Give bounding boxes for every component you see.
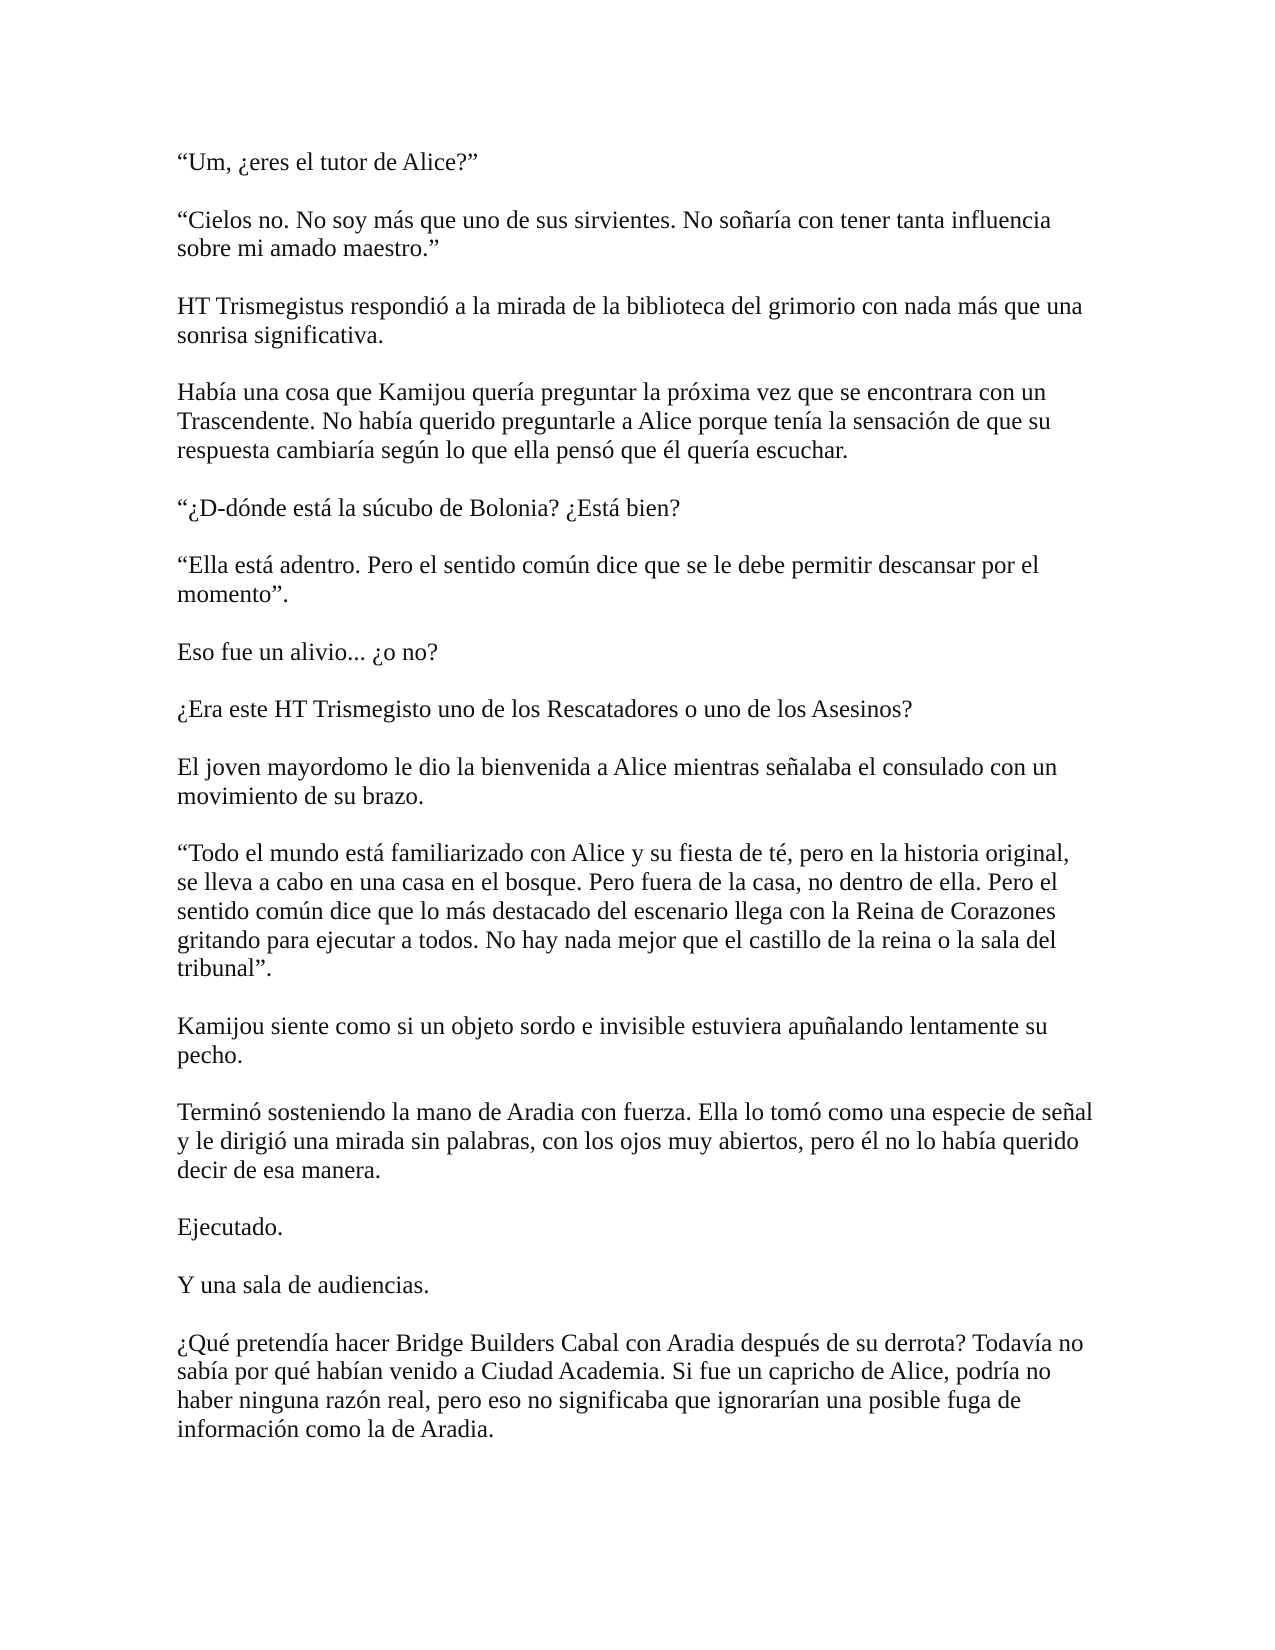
text-line: tribunal”. [177,955,273,983]
text-line: Eso fue un alivio... ¿o no? [177,638,439,666]
text-line: respuesta cambiaría según lo que ella pensó que él quería escuchar. [177,436,849,464]
text-line: haber ninguna razón real, pero eso no significaba que ignorarían una posible fuga de [177,1387,1022,1415]
paragraph [177,1272,1107,1301]
text-line: “¿D-dónde está la súcubo de Bolonia? ¿Está bien? [177,494,681,522]
paragraph [177,840,1107,984]
text-line: sabía por qué habían venido a Ciudad Academia. Si fue un capricho de Alice, podría no [177,1358,1052,1386]
document-page [177,149,1107,1474]
text-line: Y una sala de audiencias. [177,1272,430,1300]
text-line: Ejecutado. [177,1214,284,1242]
text-line: gritando para ejecutar a todos. No hay nada mejor que el castillo de la reina o la sala del [177,926,1057,954]
paragraph [177,1330,1107,1445]
text-line: movimiento de su brazo. [177,782,425,810]
paragraph [177,696,1107,725]
text-line: ¿Era este HT Trismegisto uno de los Rescatadores o uno de los Asesinos? [177,696,913,724]
text-line: HT Trismegistus respondió a la mirada de la biblioteca del grimorio con nada más que una [177,292,1083,320]
paragraph [177,754,1107,812]
paragraph [177,1013,1107,1071]
paragraph [177,293,1107,351]
text-line: “Um, ¿eres el tutor de Alice?” [177,149,479,176]
text-line: Kamijou siente como si un objeto sordo e invisible estuviera apuñalando lentamente su [177,1012,1048,1040]
paragraph [177,495,1107,524]
paragraph [177,1099,1107,1185]
text-line: información como la de Aradia. [177,1416,495,1444]
text-line: Había una cosa que Kamijou quería preguntar la próxima vez que se encontrara con un [177,379,1047,407]
paragraph [177,207,1107,265]
text-line: decir de esa manera. [177,1156,382,1184]
text-line: Trascendente. No había querido preguntarle a Alice porque tenía la sensación de que su [177,408,1051,436]
text-line: se lleva a cabo en una casa en el bosque. Pero fuera de la casa, no dentro de ella. Pero el [177,868,1058,896]
text-line: Terminó sosteniendo la mano de Aradia con fuerza. Ella lo tomó como una especie de señal [177,1099,1093,1127]
paragraph [177,552,1107,610]
text-line: “Ella está adentro. Pero el sentido común dice que se le debe permitir descansar por el [177,552,1040,580]
text-line: El joven mayordomo le dio la bienvenida a Alice mientras señalaba el consulado con un [177,753,1058,781]
text-line: sobre mi amado maestro.” [177,235,440,263]
paragraph [177,149,1107,178]
text-line: “Todo el mundo está familiarizado con Alice y su fiesta de té, pero en la historia original, [177,840,1070,868]
text-line: ¿Qué pretendía hacer Bridge Builders Cabal con Aradia después de su derrota? Todavía no [177,1329,1084,1357]
text-line: “Cielos no. No soy más que uno de sus sirvientes. No soñaría con tener tanta influencia [177,206,1052,234]
paragraph [177,639,1107,668]
text-line: sonrisa significativa. [177,321,384,349]
text-line: pecho. [177,1041,243,1069]
paragraph [177,1214,1107,1243]
text-line: momento”. [177,580,289,608]
paragraph [177,379,1107,465]
text-line: sentido común dice que lo más destacado del escenario llega con la Reina de Corazones [177,897,1056,925]
text-line: y le dirigió una mirada sin palabras, con los ojos muy abiertos, pero él no lo había querido [177,1128,1079,1156]
